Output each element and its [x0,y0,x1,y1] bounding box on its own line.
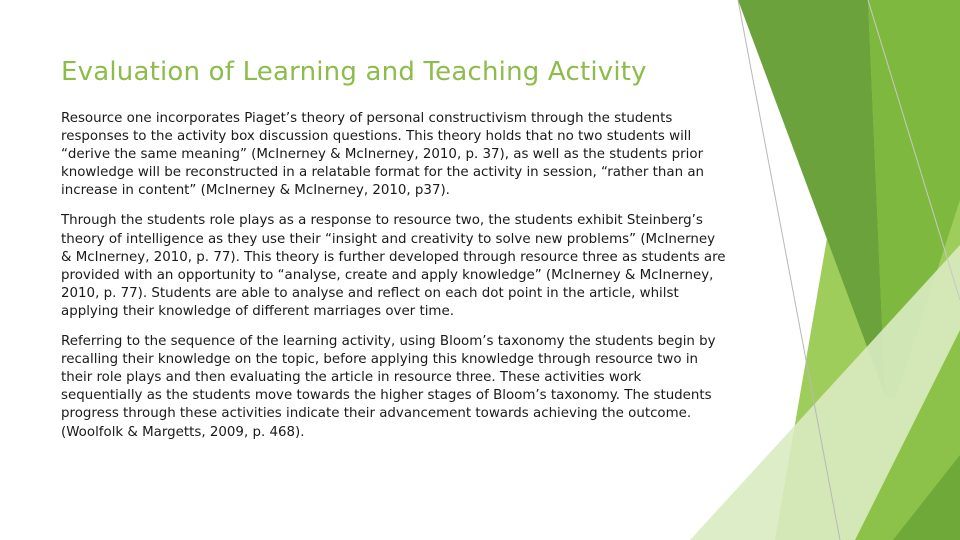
slide-body [61,110,726,454]
paragraph-3: Referring to the sequence of the learning activity, using Bloom’s taxonomy the students begin by recalling their knowledge on the topic, before applying this knowledge through resource two in their role plays and then evaluating the article in resource three. These activities work sequentially as the students move towards the higher stages of Bloom’s taxonomy. The students progress through these activities indicate their advancement towards achieving the outcome. (Woolfolk & Margetts, 2009, p. 468). [61,334,716,440]
slide-title: Evaluation of Learning and Teaching Activity [61,57,647,87]
paragraph-1: Resource one incorporates Piaget’s theory of personal constructivism through the students responses to the activity box discussion questions. This theory holds that no two students will “derive the same meaning” (McInerney & McInerney, 2010, p. 37), as well as the students prior knowledge will be reconstructed in a relatable format for the activity in session, “rather than an increase in content” (McInerney & McInerney, 2010, p37). [61,111,705,199]
paragraph-2: Through the students role plays as a response to resource two, the students exhibit Steinberg’s theory of intelligence as they use their “insight and creativity to solve new problems” (McInerney & McInerney, 2010, p. 77). This theory is further developed through resource three as students are provided with an opportunity to “analyse, create and apply knowledge” (McInerney & McInerney, 2010, p. 77). Students are able to analyse and reflect on each dot point in the article, whilst applying their knowledge of different marriages over time. [61,213,726,319]
